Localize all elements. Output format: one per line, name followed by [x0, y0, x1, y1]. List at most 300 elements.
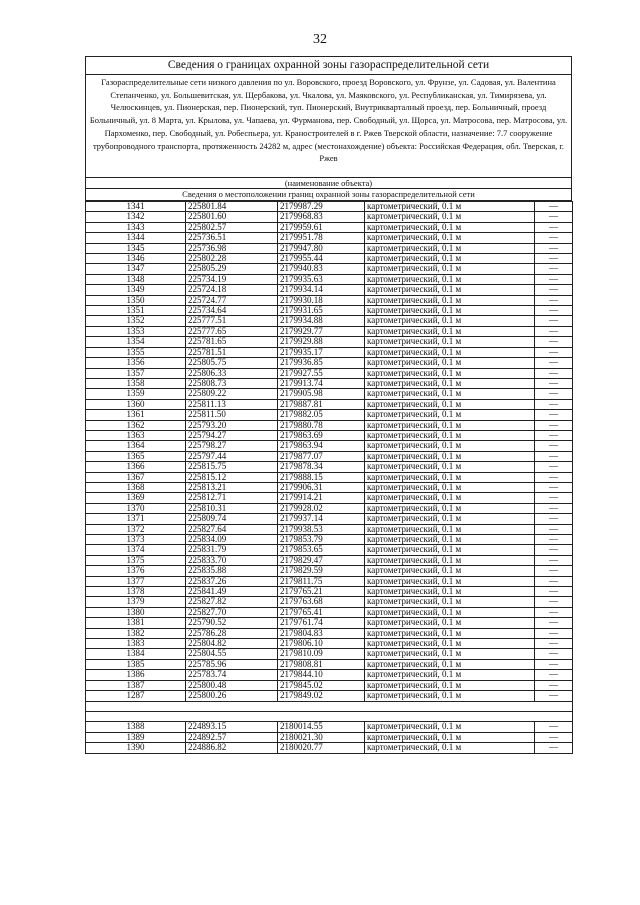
table-row [86, 451, 573, 461]
determination-method: картометрический, 0.1 м [365, 628, 535, 638]
coordinate-x: 225827.64 [186, 524, 278, 534]
point-number: 1350 [86, 295, 186, 305]
coordinate-y: 2180021.30 [278, 732, 365, 742]
coordinate-y: 2179853.79 [278, 535, 365, 545]
determination-method: картометрический, 0.1 м [365, 545, 535, 555]
dash-cell: — [535, 493, 573, 503]
coordinate-y: 2179955.44 [278, 254, 365, 264]
determination-method: картометрический, 0.1 м [365, 430, 535, 440]
coordinate-x: 225808.73 [186, 378, 278, 388]
coordinate-x: 225841.49 [186, 587, 278, 597]
table-row [86, 732, 573, 742]
coordinate-y: 2179882.05 [278, 410, 365, 420]
determination-method: картометрический, 0.1 м [365, 243, 535, 253]
coordinate-x: 225734.19 [186, 274, 278, 284]
determination-method: картометрический, 0.1 м [365, 732, 535, 742]
point-number: 1373 [86, 535, 186, 545]
table-row [86, 524, 573, 534]
determination-method: картометрический, 0.1 м [365, 691, 535, 701]
dash-cell: — [535, 628, 573, 638]
coordinate-x: 225806.33 [186, 368, 278, 378]
determination-method: картометрический, 0.1 м [365, 389, 535, 399]
point-number: 1363 [86, 430, 186, 440]
coordinate-y: 2179863.69 [278, 430, 365, 440]
location-subtitle: Сведения о местоположении границ охранной зоны газораспределительной сети [85, 189, 572, 201]
point-number: 1355 [86, 347, 186, 357]
table-row [86, 202, 573, 212]
table-row [86, 243, 573, 253]
coordinate-x: 225805.29 [186, 264, 278, 274]
dash-cell: — [535, 555, 573, 565]
determination-method: картометрический, 0.1 м [365, 503, 535, 513]
dash-cell: — [535, 378, 573, 388]
coordinate-y: 2179763.68 [278, 597, 365, 607]
point-number: 1388 [86, 722, 186, 732]
coordinate-y: 2179931.65 [278, 306, 365, 316]
spacer-cell [86, 711, 573, 721]
point-number: 1357 [86, 368, 186, 378]
point-number: 1384 [86, 649, 186, 659]
coordinates-table-body [86, 202, 573, 754]
coordinate-y: 2179761.74 [278, 618, 365, 628]
coordinate-y: 2179913.74 [278, 378, 365, 388]
coordinate-x: 225724.18 [186, 285, 278, 295]
coordinate-y: 2179934.88 [278, 316, 365, 326]
coordinate-x: 225724.77 [186, 295, 278, 305]
coordinate-y: 2179906.31 [278, 482, 365, 492]
coordinate-y: 2179914.21 [278, 493, 365, 503]
table-row [86, 587, 573, 597]
determination-method: картометрический, 0.1 м [365, 462, 535, 472]
table-row [86, 441, 573, 451]
table-row [86, 503, 573, 513]
point-number: 1375 [86, 555, 186, 565]
table-row [86, 743, 573, 753]
table-row [86, 462, 573, 472]
table-row [86, 378, 573, 388]
section-title: Сведения о границах охранной зоны газораспределительной сети [85, 56, 572, 74]
dash-cell: — [535, 430, 573, 440]
point-number: 1287 [86, 691, 186, 701]
dash-cell: — [535, 420, 573, 430]
coordinate-x: 225804.55 [186, 649, 278, 659]
point-number: 1387 [86, 680, 186, 690]
spacer-cell [86, 701, 573, 711]
determination-method: картометрический, 0.1 м [365, 316, 535, 326]
point-number: 1377 [86, 576, 186, 586]
table-row [86, 222, 573, 232]
dash-cell: — [535, 722, 573, 732]
coordinate-y: 2179928.02 [278, 503, 365, 513]
coordinate-y: 2179853.65 [278, 545, 365, 555]
determination-method: картометрический, 0.1 м [365, 514, 535, 524]
coordinate-y: 2179878.34 [278, 462, 365, 472]
table-row [86, 274, 573, 284]
point-number: 1346 [86, 254, 186, 264]
coordinate-y: 2179845.02 [278, 680, 365, 690]
determination-method: картометрический, 0.1 м [365, 441, 535, 451]
coordinate-x: 225790.52 [186, 618, 278, 628]
coordinate-x: 225815.12 [186, 472, 278, 482]
coordinate-x: 225827.70 [186, 607, 278, 617]
coordinate-x: 225777.65 [186, 326, 278, 336]
point-number: 1372 [86, 524, 186, 534]
coordinate-y: 2179887.81 [278, 399, 365, 409]
table-row [86, 306, 573, 316]
determination-method: картометрический, 0.1 м [365, 743, 535, 753]
point-number: 1367 [86, 472, 186, 482]
point-number: 1351 [86, 306, 186, 316]
coordinate-y: 2179806.10 [278, 639, 365, 649]
determination-method: картометрический, 0.1 м [365, 264, 535, 274]
determination-method: картометрический, 0.1 м [365, 639, 535, 649]
dash-cell: — [535, 222, 573, 232]
point-number: 1356 [86, 358, 186, 368]
determination-method: картометрический, 0.1 м [365, 472, 535, 482]
coordinate-x: 225811.13 [186, 399, 278, 409]
coordinate-x: 225805.75 [186, 358, 278, 368]
coordinate-y: 2179934.14 [278, 285, 365, 295]
table-row [86, 420, 573, 430]
coordinate-y: 2179765.21 [278, 587, 365, 597]
determination-method: картометрический, 0.1 м [365, 576, 535, 586]
coordinate-y: 2180014.55 [278, 722, 365, 732]
coordinate-x: 225810.31 [186, 503, 278, 513]
spacer-row [86, 701, 573, 711]
point-number: 1353 [86, 326, 186, 336]
table-row [86, 410, 573, 420]
coordinate-x: 225785.96 [186, 659, 278, 669]
point-number: 1371 [86, 514, 186, 524]
dash-cell: — [535, 743, 573, 753]
dash-cell: — [535, 399, 573, 409]
determination-method: картометрический, 0.1 м [365, 555, 535, 565]
point-number: 1360 [86, 399, 186, 409]
determination-method: картометрический, 0.1 м [365, 597, 535, 607]
coordinate-x: 225786.28 [186, 628, 278, 638]
coordinate-x: 225800.26 [186, 691, 278, 701]
coordinate-y: 2179936.85 [278, 358, 365, 368]
coordinate-x: 225783.74 [186, 670, 278, 680]
determination-method: картометрический, 0.1 м [365, 410, 535, 420]
determination-method: картометрический, 0.1 м [365, 212, 535, 222]
point-number: 1380 [86, 607, 186, 617]
determination-method: картометрический, 0.1 м [365, 618, 535, 628]
determination-method: картометрический, 0.1 м [365, 607, 535, 617]
determination-method: картометрический, 0.1 м [365, 482, 535, 492]
dash-cell: — [535, 680, 573, 690]
point-number: 1378 [86, 587, 186, 597]
dash-cell: — [535, 368, 573, 378]
point-number: 1348 [86, 274, 186, 284]
table-row [86, 285, 573, 295]
determination-method: картометрический, 0.1 м [365, 420, 535, 430]
determination-method: картометрический, 0.1 м [365, 347, 535, 357]
coordinate-y: 2179765.41 [278, 607, 365, 617]
coordinate-x: 225777.51 [186, 316, 278, 326]
coordinate-x: 225736.51 [186, 233, 278, 243]
dash-cell: — [535, 212, 573, 222]
dash-cell: — [535, 358, 573, 368]
point-number: 1376 [86, 566, 186, 576]
table-row [86, 576, 573, 586]
determination-method: картометрический, 0.1 м [365, 233, 535, 243]
coordinate-x: 225801.60 [186, 212, 278, 222]
table-row [86, 535, 573, 545]
determination-method: картометрический, 0.1 м [365, 524, 535, 534]
determination-method: картометрический, 0.1 м [365, 306, 535, 316]
dash-cell: — [535, 389, 573, 399]
table-row [86, 399, 573, 409]
table-row [86, 597, 573, 607]
dash-cell: — [535, 514, 573, 524]
coordinate-y: 2179880.78 [278, 420, 365, 430]
table-row [86, 358, 573, 368]
point-number: 1362 [86, 420, 186, 430]
dash-cell: — [535, 597, 573, 607]
coordinate-x: 225809.22 [186, 389, 278, 399]
dash-cell: — [535, 659, 573, 669]
point-number: 1342 [86, 212, 186, 222]
point-number: 1349 [86, 285, 186, 295]
dash-cell: — [535, 264, 573, 274]
table-row [86, 514, 573, 524]
determination-method: картометрический, 0.1 м [365, 254, 535, 264]
table-row [86, 691, 573, 701]
dash-cell: — [535, 639, 573, 649]
coordinate-x: 225813.21 [186, 482, 278, 492]
coordinate-x: 225831.79 [186, 545, 278, 555]
dash-cell: — [535, 503, 573, 513]
determination-method: картометрический, 0.1 м [365, 535, 535, 545]
coordinate-y: 2179947.80 [278, 243, 365, 253]
point-number: 1385 [86, 659, 186, 669]
determination-method: картометрический, 0.1 м [365, 337, 535, 347]
point-number: 1365 [86, 451, 186, 461]
determination-method: картометрический, 0.1 м [365, 378, 535, 388]
coordinate-y: 2179829.47 [278, 555, 365, 565]
table-row [86, 628, 573, 638]
point-number: 1343 [86, 222, 186, 232]
dash-cell: — [535, 243, 573, 253]
table-row [86, 607, 573, 617]
dash-cell: — [535, 295, 573, 305]
table-row [86, 316, 573, 326]
table-row [86, 264, 573, 274]
dash-cell: — [535, 472, 573, 482]
table-row [86, 347, 573, 357]
coordinate-y: 2179927.55 [278, 368, 365, 378]
dash-cell: — [535, 462, 573, 472]
point-number: 1341 [86, 202, 186, 212]
point-number: 1347 [86, 264, 186, 274]
table-row [86, 326, 573, 336]
table-row [86, 649, 573, 659]
dash-cell: — [535, 451, 573, 461]
determination-method: картометрический, 0.1 м [365, 274, 535, 284]
dash-cell: — [535, 524, 573, 534]
coordinate-x: 225802.28 [186, 254, 278, 264]
coordinate-x: 225781.51 [186, 347, 278, 357]
dash-cell: — [535, 607, 573, 617]
coordinate-x: 224893.15 [186, 722, 278, 732]
dash-cell: — [535, 576, 573, 586]
dash-cell: — [535, 326, 573, 336]
dash-cell: — [535, 337, 573, 347]
table-row [86, 430, 573, 440]
determination-method: картометрический, 0.1 м [365, 202, 535, 212]
coordinate-y: 2179811.75 [278, 576, 365, 586]
coordinate-y: 2179935.17 [278, 347, 365, 357]
document-body [85, 56, 572, 754]
dash-cell: — [535, 587, 573, 597]
table-row [86, 389, 573, 399]
coordinate-y: 2179930.18 [278, 295, 365, 305]
point-number: 1383 [86, 639, 186, 649]
table-row [86, 254, 573, 264]
coordinate-y: 2179938.53 [278, 524, 365, 534]
determination-method: картометрический, 0.1 м [365, 285, 535, 295]
determination-method: картометрический, 0.1 м [365, 649, 535, 659]
point-number: 1344 [86, 233, 186, 243]
point-number: 1345 [86, 243, 186, 253]
coordinate-x: 225801.84 [186, 202, 278, 212]
point-number: 1381 [86, 618, 186, 628]
coordinate-y: 2179951.78 [278, 233, 365, 243]
coordinate-x: 225734.64 [186, 306, 278, 316]
coordinate-x: 225833.70 [186, 555, 278, 565]
table-row [86, 472, 573, 482]
coordinate-y: 2179804.83 [278, 628, 365, 638]
coordinate-y: 2179959.61 [278, 222, 365, 232]
object-description: Газораспределительные сети низкого давления по ул. Воровского, проезд Воровского, ул. Фрунзе, ул. Садовая, ул. Валентина Степанченко, ул. Большевитская, ул. Щербакова, ул. Чкалова, ул. Маяковского, ул. Республиканская, ул. Тимирязева, ул. Челюскинцев, ул. Пионерская, пер. Пионерский, туп. Пионерский, Внутрикварталный проезд, пер. Больничный, проезд Больничный, ул. 8 Марта, ул. Крылова, ул. Чапаева, ул. Фурманова, пер. Свободный, ул. Щорса, ул. Матросова, пер. Матросова, ул. Пархоменко, пер. Свободный, ул. Робеспьера, ул. Краностроителей в г. Ржев Тверской области, назначение: 7.7 сооружение трубопроводного транспорта, протяженность 24282 м, адрес (местонахождение) объекта: Российская Федерация, обл. Тверская, г. Ржев [85, 74, 572, 178]
table-row [86, 555, 573, 565]
table-row [86, 566, 573, 576]
point-number: 1369 [86, 493, 186, 503]
point-number: 1389 [86, 732, 186, 742]
coordinate-x: 225811.50 [186, 410, 278, 420]
table-row [86, 295, 573, 305]
determination-method: картометрический, 0.1 м [365, 368, 535, 378]
coordinate-x: 225827.82 [186, 597, 278, 607]
determination-method: картометрический, 0.1 м [365, 358, 535, 368]
coordinate-x: 225834.09 [186, 535, 278, 545]
point-number: 1364 [86, 441, 186, 451]
dash-cell: — [535, 347, 573, 357]
coordinate-y: 2179877.07 [278, 451, 365, 461]
point-number: 1374 [86, 545, 186, 555]
coordinate-y: 2179935.63 [278, 274, 365, 284]
determination-method: картометрический, 0.1 м [365, 566, 535, 576]
coordinate-y: 2179940.83 [278, 264, 365, 274]
dash-cell: — [535, 649, 573, 659]
dash-cell: — [535, 691, 573, 701]
coordinate-y: 2179929.88 [278, 337, 365, 347]
coordinate-y: 2179849.02 [278, 691, 365, 701]
determination-method: картометрический, 0.1 м [365, 670, 535, 680]
coordinate-x: 225781.65 [186, 337, 278, 347]
dash-cell: — [535, 670, 573, 680]
coordinate-y: 2179808.81 [278, 659, 365, 669]
dash-cell: — [535, 566, 573, 576]
dash-cell: — [535, 441, 573, 451]
coordinate-x: 225835.88 [186, 566, 278, 576]
coordinate-y: 2179987.29 [278, 202, 365, 212]
dash-cell: — [535, 254, 573, 264]
coordinate-x: 225804.82 [186, 639, 278, 649]
coordinate-y: 2179905.98 [278, 389, 365, 399]
dash-cell: — [535, 316, 573, 326]
coordinate-x: 225802.57 [186, 222, 278, 232]
table-row [86, 545, 573, 555]
object-name-label: (наименование объекта) [85, 178, 572, 189]
determination-method: картометрический, 0.1 м [365, 680, 535, 690]
coordinate-x: 225798.27 [186, 441, 278, 451]
coordinate-y: 2179888.15 [278, 472, 365, 482]
spacer-row [86, 711, 573, 721]
determination-method: картометрический, 0.1 м [365, 399, 535, 409]
coordinate-x: 225815.75 [186, 462, 278, 472]
coordinate-x: 225837.26 [186, 576, 278, 586]
dash-cell: — [535, 233, 573, 243]
coordinate-x: 225809.74 [186, 514, 278, 524]
determination-method: картометрический, 0.1 м [365, 659, 535, 669]
determination-method: картометрический, 0.1 м [365, 493, 535, 503]
dash-cell: — [535, 202, 573, 212]
point-number: 1370 [86, 503, 186, 513]
coordinate-x: 225736.98 [186, 243, 278, 253]
coordinates-table [85, 201, 573, 754]
table-row [86, 659, 573, 669]
coordinate-x: 225800.48 [186, 680, 278, 690]
table-row [86, 233, 573, 243]
dash-cell: — [535, 618, 573, 628]
table-row [86, 670, 573, 680]
determination-method: картометрический, 0.1 м [365, 722, 535, 732]
determination-method: картометрический, 0.1 м [365, 222, 535, 232]
dash-cell: — [535, 285, 573, 295]
coordinate-x: 225793.20 [186, 420, 278, 430]
coordinate-y: 2179863.94 [278, 441, 365, 451]
point-number: 1354 [86, 337, 186, 347]
coordinate-x: 224886.82 [186, 743, 278, 753]
coordinate-y: 2179929.77 [278, 326, 365, 336]
coordinate-y: 2179810.09 [278, 649, 365, 659]
coordinate-x: 225812.71 [186, 493, 278, 503]
coordinate-x: 225794.27 [186, 430, 278, 440]
table-row [86, 618, 573, 628]
table-row [86, 493, 573, 503]
dash-cell: — [535, 535, 573, 545]
dash-cell: — [535, 482, 573, 492]
point-number: 1382 [86, 628, 186, 638]
page-number: 32 [313, 32, 327, 47]
dash-cell: — [535, 410, 573, 420]
coordinate-x: 225797.44 [186, 451, 278, 461]
point-number: 1361 [86, 410, 186, 420]
determination-method: картометрический, 0.1 м [365, 587, 535, 597]
dash-cell: — [535, 306, 573, 316]
coordinate-x: 224892.57 [186, 732, 278, 742]
table-row [86, 368, 573, 378]
point-number: 1366 [86, 462, 186, 472]
coordinate-y: 2179829.59 [278, 566, 365, 576]
dash-cell: — [535, 732, 573, 742]
coordinate-y: 2180020.77 [278, 743, 365, 753]
determination-method: картометрический, 0.1 м [365, 295, 535, 305]
dash-cell: — [535, 545, 573, 555]
table-row [86, 680, 573, 690]
